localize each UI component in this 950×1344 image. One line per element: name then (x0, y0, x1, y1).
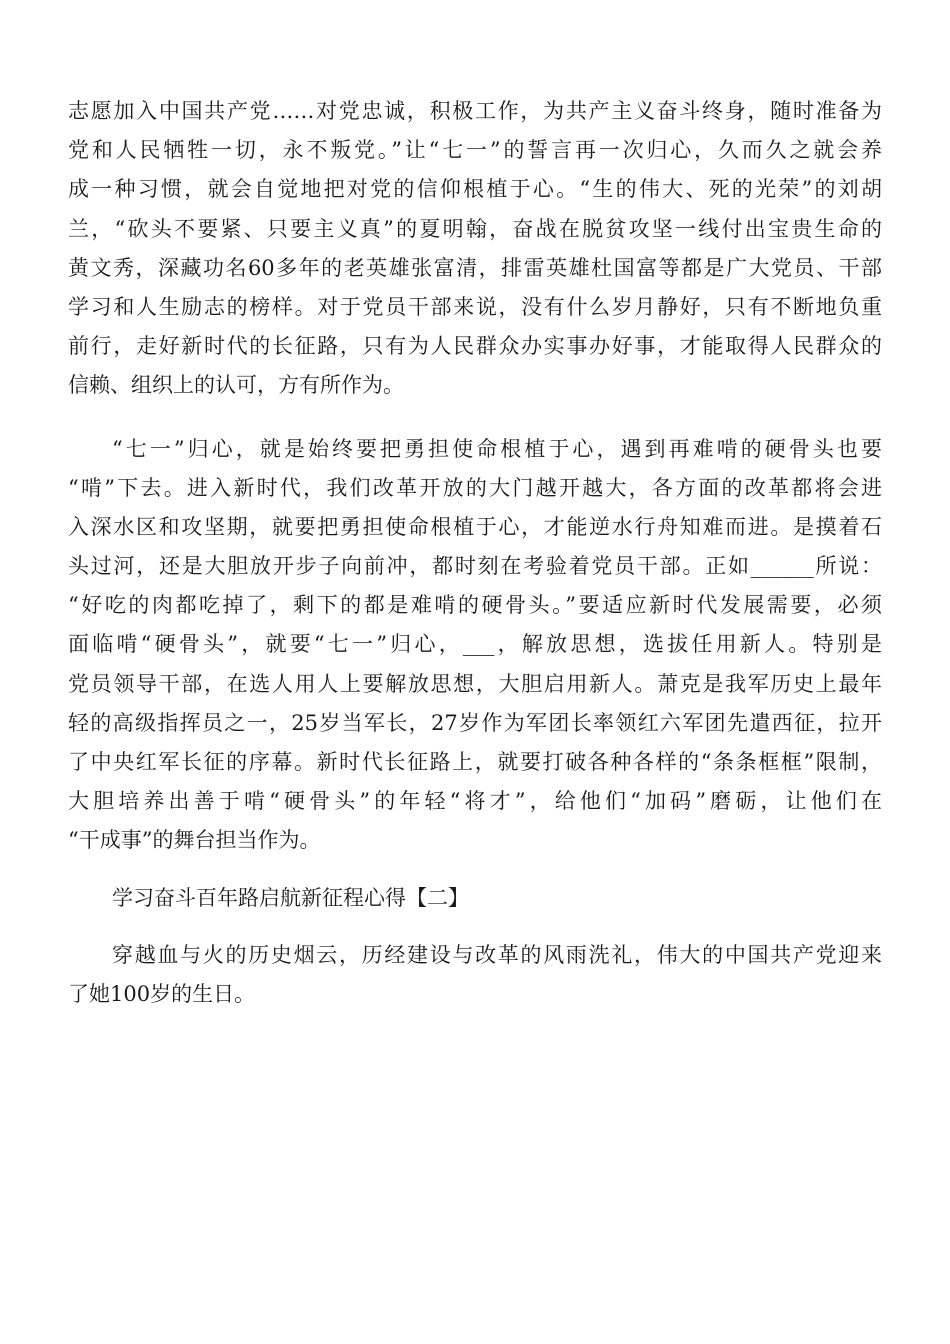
text-line: 大胆培养出善于啃“硬骨头”的年轻“将才”，给他们“加码”磨砺，让他们在 (68, 789, 882, 814)
paragraph-2 (68, 430, 882, 861)
text-line: 黄文秀，深藏功名60多年的老英雄张富清，排雷英雄杜国富等都是广大党员、干部 (68, 255, 882, 280)
text-line: 轻的高级指挥员之一，25岁当军长，27岁作为军团长率领红六军团先遣西征，拉开 (68, 710, 882, 735)
text-line: 入深水区和攻坚期，就要把勇担使命根植于心，才能逆水行舟知难而进。是摸着石 (68, 514, 882, 539)
text-line: 党员领导干部，在选人用人上要解放思想，大胆启用新人。萧克是我军历史上最年 (68, 671, 882, 696)
text-line: 兰，“砍头不要紧、只要主义真”的夏明翰，奋战在脱贫攻坚一线付出宝贵生命的 (68, 216, 882, 241)
text-line: 党和人民牺牲一切，永不叛党。”让“七一”的誓言再一次归心，久而久之就会养 (68, 138, 882, 163)
text-line: 了中央红军长征的序幕。新时代长征路上，就要打破各种各样的“条条框框”限制， (68, 750, 882, 774)
text-line: 信赖、组织上的认可，方有所作为。 (68, 373, 404, 398)
section-heading: 学习奋斗百年路启航新征程心得【二】 (112, 885, 469, 910)
text-line: “七一”归心，就是始终要把勇担使命根植于心，遇到再难啃的硬骨头也要 (112, 436, 882, 461)
text-line: 穿越血与火的历史烟云，历经建设与改革的风雨洗礼，伟大的中国共产党迎来 (112, 942, 882, 967)
text-line: “啃”下去。进入新时代，我们改革开放的大门越开越大，各方面的改革都将会进 (68, 475, 882, 500)
text-line: 志愿加入中国共产党……对党忠诚，积极工作，为共产主义奋斗终身，随时准备为 (68, 99, 882, 123)
document-body (68, 92, 882, 1014)
text-line: 了她100岁的生日。 (68, 981, 256, 1006)
text-line: 面临啃“硬骨头”，就要“七一”归心，___，解放思想，选拔任用新人。特别是 (68, 632, 882, 657)
text-line: 头过河，还是大胆放开步子向前冲，都时刻在考验着党员干部。正如______所说： (68, 554, 882, 579)
text-line: “干成事”的舞台担当作为。 (68, 828, 321, 853)
text-line: 前行，走好新时代的长征路，只有为人民群众办实事办好事，才能取得人民群众的 (68, 334, 882, 359)
paragraph-1 (68, 92, 882, 406)
text-line: 成一种习惯，就会自觉地把对党的信仰根植于心。“生的伟大、死的光荣”的刘胡 (68, 177, 882, 202)
paragraph-3 (68, 936, 882, 1014)
text-line: “好吃的肉都吃掉了，剩下的都是难啃的硬骨头。”要适应新时代发展需要，必须 (68, 593, 882, 618)
text-line: 学习和人生励志的榜样。对于党员干部来说，没有什么岁月静好，只有不断地负重 (68, 294, 882, 319)
